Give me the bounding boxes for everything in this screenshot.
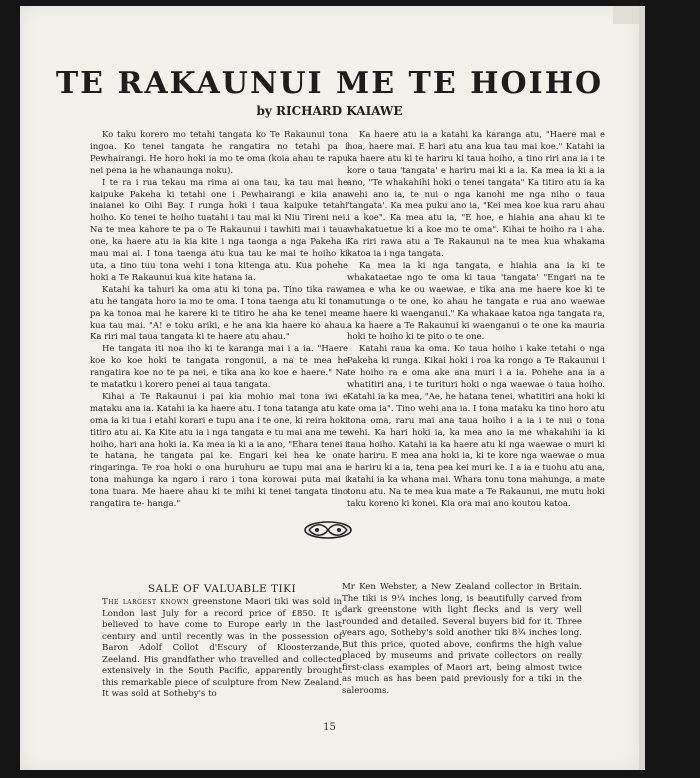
notice-column-right xyxy=(342,582,582,697)
paragraph: Ka mea ia ki nga tangata, e hiahia ana ia ki te whakataetae ngo te oma ki taua 'tangata' "Engari na te mea e wha ke ou waewae, e tika ana me haere koe ki te mutunga o te one, ko ahau he tangata e rua ano waewae me haere ki waenganui." Ka whakaae katoa nga tangata ra, a ka haere a Te Rakaunui ki waenganui o te one ka mauria hoki te hoiho ki te pito o te one. xyxy=(347,260,605,343)
notice-heading: SALE OF VALUABLE TIKI xyxy=(147,583,297,595)
magazine-page xyxy=(20,6,639,770)
page-number: 15 xyxy=(323,722,336,733)
paragraph: Ko taku korero mo tetahi tangata ko Te Rakaunui tona ingoa. Ko tenei tangata he rangatira no tetahi pa i Pewhairangi. He horo hoki ia mo te oma (koia ahau te rapu nei pena ia he whanaunga noku). xyxy=(90,130,348,176)
article-column-right xyxy=(347,130,605,511)
paragraph: Katahi ka tahuri ka oma atu ki tona pa. Tino tika rawa atu he tangata horo ia mo te oma. I tona taenga atu ki tona pa ka tonoa mai he karere ki te titiro he aha ke tenei mea kua tau mai. "A! e toku ariki, e he ana kia haere ko ahau. Ka riri mai taua tangata ki te haere atu ahau." xyxy=(90,284,348,343)
page-binding-edge xyxy=(639,6,645,770)
article-title: TE RAKAUNUI ME TE HOIHO xyxy=(55,66,604,101)
paragraph: Kihai a Te Rakaunui i pai kia mohio mai tona iwi e mataku ana ia. Katahi ia ka haere atu. I tona tatanga atu ka oma ia ki tua i etahi korari e tupu ana i te one, ki reira hoki titiro atu ai. Ka Kite atu ia i nga tangata e tu mai ana me te hoiho, hari ana hoki ia. Ka mea ia ki a ia ano, "Ehara tenei i te hatana, he tangata pai ke. Engari kei hea ke ona ringaringa. Te roa hoki o ona huruhuru ae tupu mai ana i tona mahunga ka ngaro i raro i tona korowai puta mai i tona tuara. Me haere ahau ki te mihi ki tenei tangata tino rangatira te- hanga." xyxy=(90,391,348,510)
notice-text-left: greenstone Maori tiki was sold in London last July for a record price of £850. It is believed to have come to Europe early in the last century and until recently was in the possession of Baron Adolf Collot d'Escury of Kloosterzande, Zeeland. His grandfather who travelled and collected extensively in the South Pacific, apparently brought this remarkable piece of sculpture from New Zealand. It was sold at Sotheby's to xyxy=(102,597,343,699)
notice-column-left xyxy=(102,597,342,701)
page-corner xyxy=(613,6,639,24)
paragraph: Ka haere atu ia a katahi ka karanga atu, "Haere mai e hoa, haere mai. E hari atu ana kua tau mai koe." Katahi ia ka haere atu ki te hariru ki taua hoiho, a tino riri ana ia i te kore o taua 'tangata' e hariru mai ki a ia. Ka mea ia ki a ia ano, "Te whakahihi hoki o tenei tangata" Ka titiro atu ia ka wehi ano ia, te nui o nga kanohi me nga niho o taua 'tangata'. Ka mea puku ano ia, "Kei mea koe kua raru ahau i a koe". Ka mea atu ia, "E hoe, e hiahia ana ahau ki te whakatuetue ki a koe mo te oma". Kihai te hoiho ra i aha. Ka riri rawa atu a Te Rakaunui na te mea kua whakama katoa ia i nga tangata. xyxy=(347,130,605,260)
paragraph: Katahi raua ka oma. Ko taua hoiho i kake tetahi o nga Pakeha ki runga. Kikai hoki i roa ka rongo a Te Rakaunui i te hoiho ra e oma ake ana muri i a ia. Pohehe ana ia a whatitiri ana, i te turituri hoki o nga waewae o taua hoiho. Katahi ia ka mea, "Ae, he hatana tenei, whatitiri ana hoki ki te oma ia". Tino wehi ana ia. I tona mataku ka tino horo atu tona oma, raru mai ana taua hoiho i a ia i te nui o tona wehi. Ka hari hoki ia, ka mea ano ia me whakahihi ia ki taua hoiho. Katahi ia ka haere atu ki nga waewae o muri ki te hariru. E mea ana hoki ia, ki te kore nga waewae o mua e hariru ki a ia, tena pea kei muri ke. I a ia e tuohu atu ana, katahi ia ka whana mai. Whara tonu tona mahunga, a mate tonu atu. Na te mea kua mate a Te Rakaunui, me mutu hoki taku koreno ki konei. Kia ora mai ano koutou katoa. xyxy=(347,344,605,510)
notice-lead: The largest known xyxy=(102,597,190,607)
koru-ornament-icon xyxy=(303,520,353,540)
paragraph: I te ra i rua tekau ma rima ai ona tau, ka tau mai he kaipuke Pakeha ki tetahi one i Pewhairangi e kiia ana inaianei ko Oihi Bay. I runga hoki i taua kaipuke tetahi hoiho. Ko tenei te hoiho tuatahi i tau mai ki Niu Tireni nei. Na te mea kahore te pa o Te Rakaunui i tawhiti mai i taua one, ka haere atu ia kia kite i nga taonga a nga Pakeha i mau mai ai. I tona taenga atu kua tau ke mai te hoiho ki uta, a tino tuu tona wehi i tona kitenga atu. Kua pohehe hoki a Te Rakaunui kua kite hatana ia. xyxy=(90,177,348,283)
article-column-left xyxy=(90,130,348,511)
paragraph: He tangata iti noa iho ki te karanga mai i a ia. "Haere koe ko koe hoki te tangata rongonui, a na te mea he rangatira koe no te pa nei, e tika ana ko koe e haere." Na te matatku i korero penei ai taua tangata. xyxy=(90,344,348,391)
article-byline: by RICHARD KAIAWE xyxy=(256,104,403,118)
notice-text-right: Mr Ken Webster, a New Zealand collector in Britain. The tiki is 9¼ inches long, is beautifully carved from dark greenstone with light flecks and is very well rounded and detailed. Several buyers bid for it. Three years ago, Sotheby's sold another tiki 8¾ inches long. But this price, quoted above, confirms the high value placed by museums and private collectors on really first-class examples of Maori art, being almost twice as much as has been paid previously for a tiki in the salerooms. xyxy=(342,582,582,696)
